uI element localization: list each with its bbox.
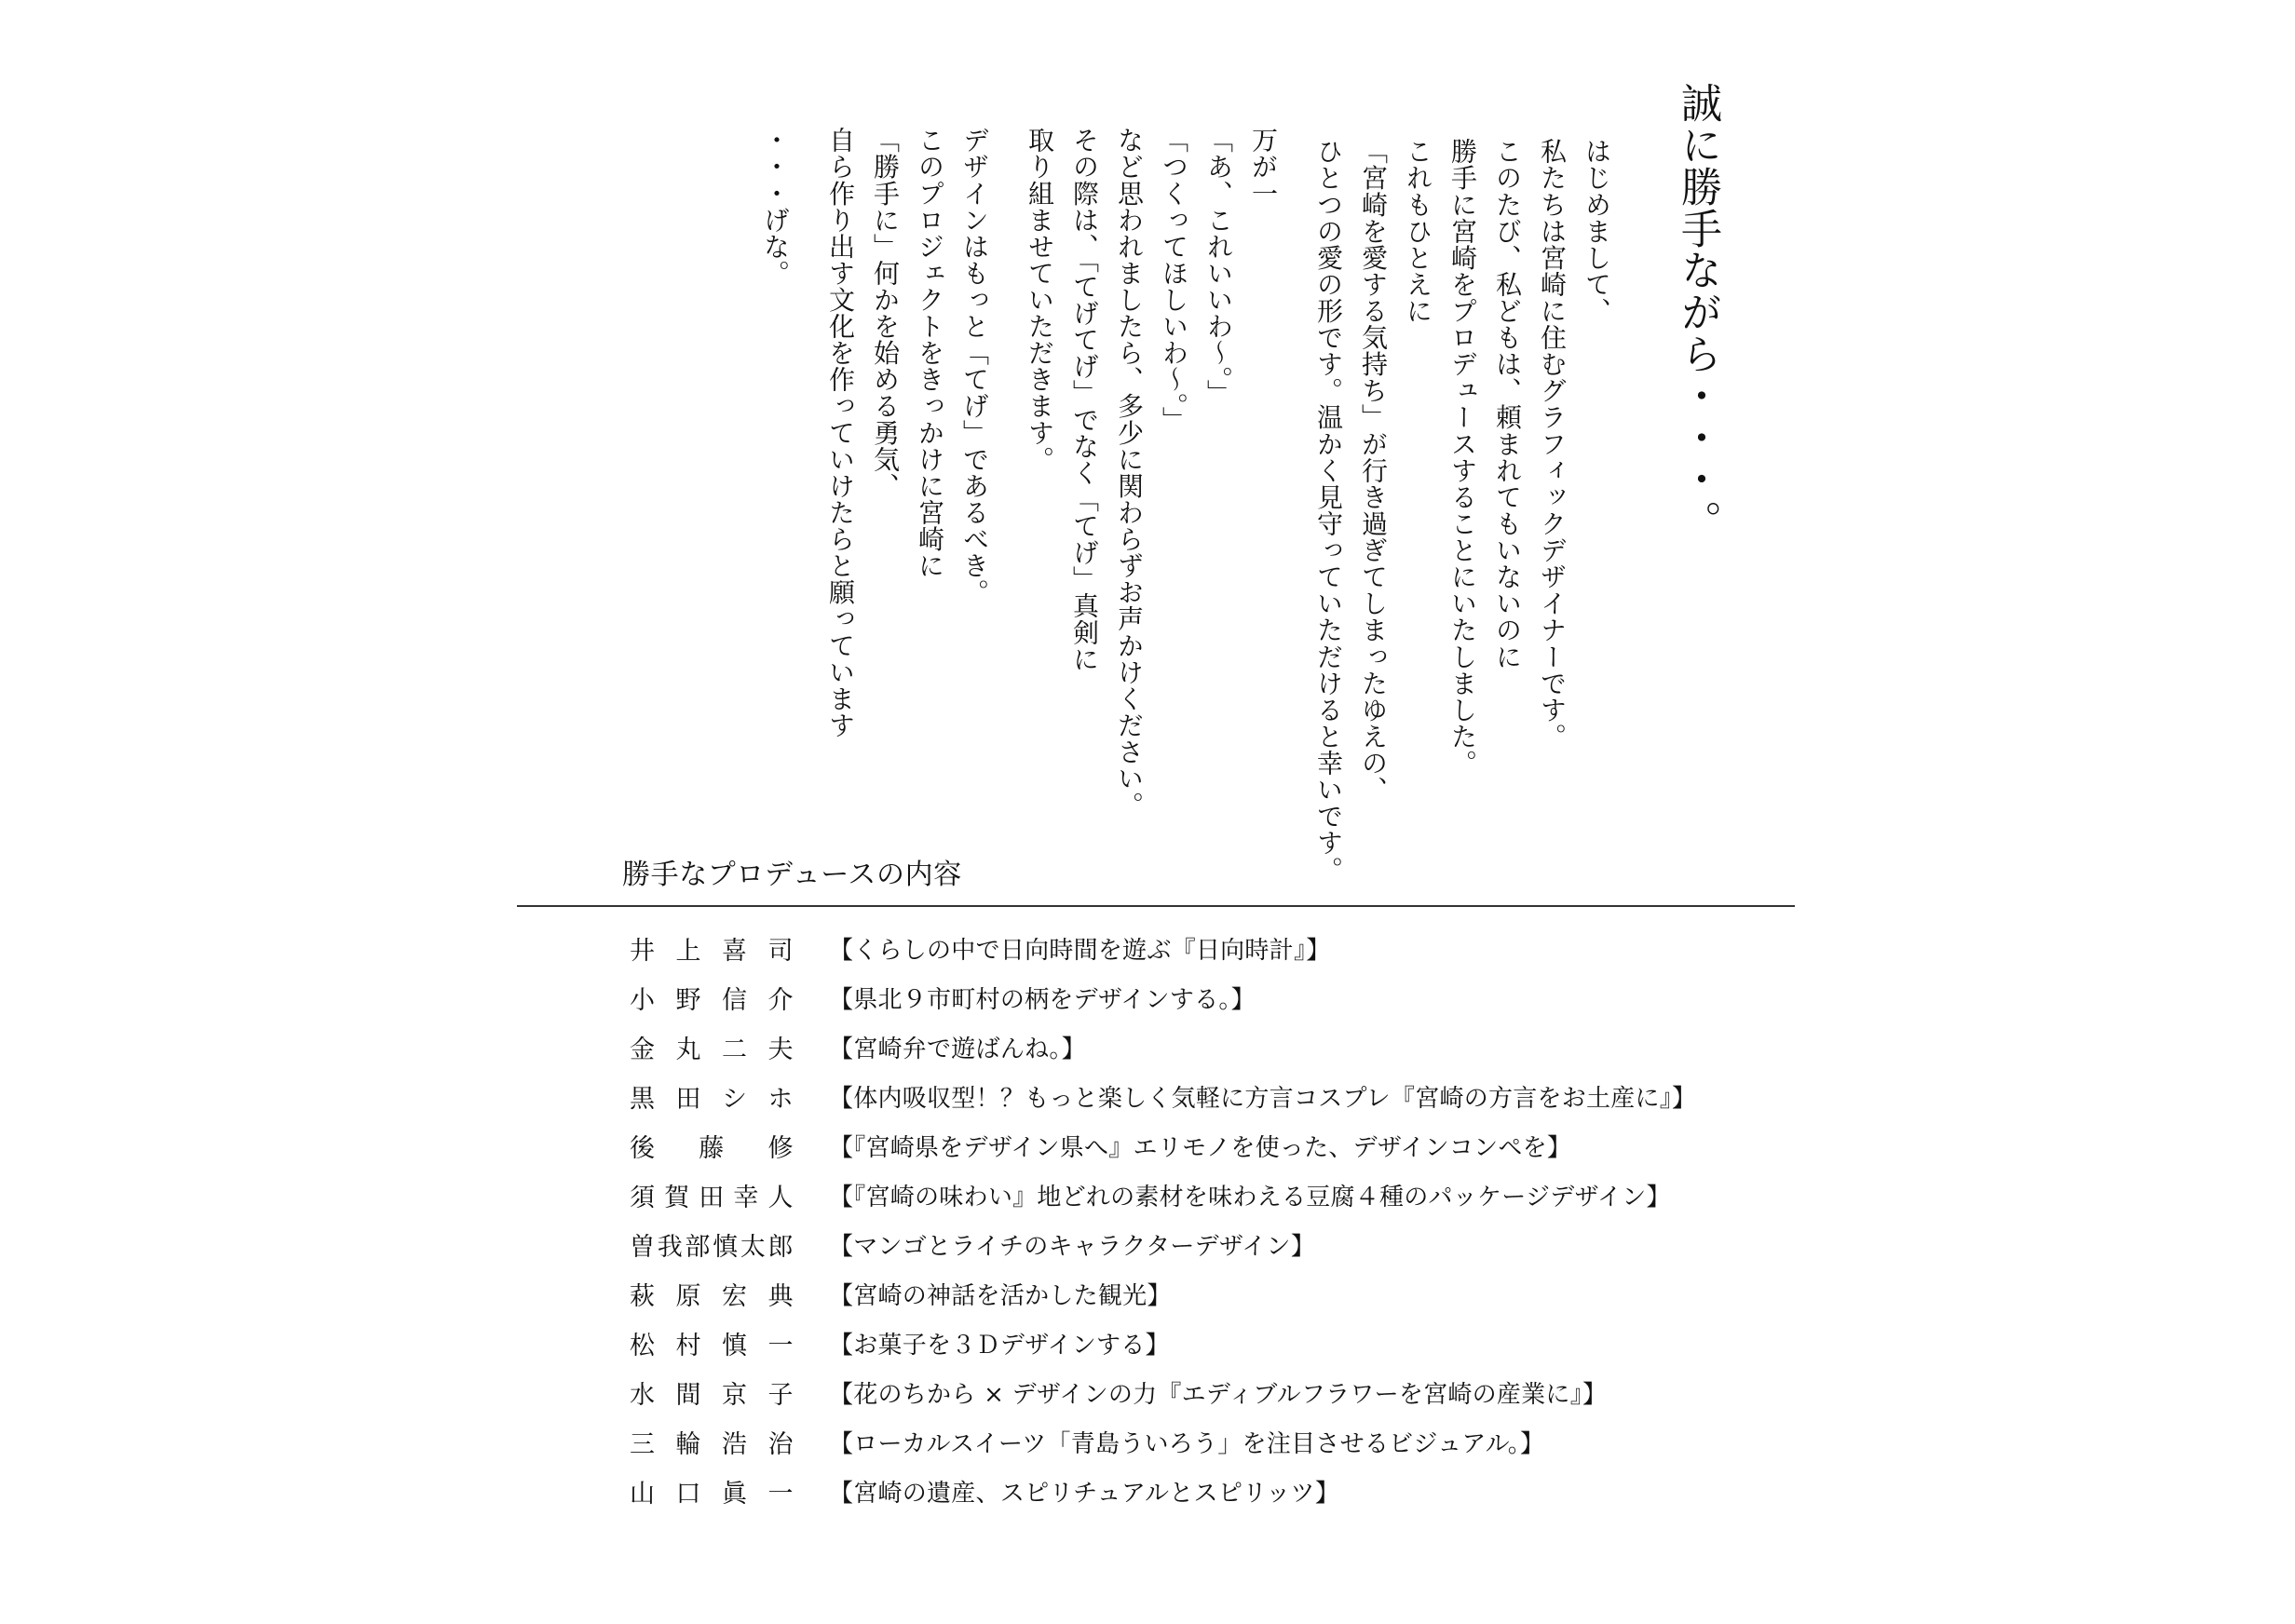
project-row xyxy=(630,973,1785,1022)
intro-line: 「宮崎を愛する気持ち」が行き過ぎてしまったゆえの、 xyxy=(1358,138,1389,803)
project-title: 【体内吸収型！？もっと楽しく気軽に方言コスプレ『宮崎の方言をお土産に』】 xyxy=(829,1085,1697,1113)
designer-name-char: 一 xyxy=(767,1480,794,1509)
designer-name-char: 人 xyxy=(767,1184,794,1212)
designer-name-char: 二 xyxy=(721,1035,748,1064)
designer-name xyxy=(630,1226,794,1263)
designer-name xyxy=(630,1029,794,1065)
designer-name-char: 三 xyxy=(630,1430,656,1459)
designer-name-char: 賀 xyxy=(664,1184,690,1212)
designer-name xyxy=(630,930,794,967)
intro-line: ・・・げな。 xyxy=(760,127,791,287)
designer-name-char: 村 xyxy=(675,1332,702,1360)
intro-paragraph xyxy=(818,127,997,846)
intro-line: 「つくってほしいわ〜。」 xyxy=(1159,127,1189,433)
intro-line: これもひとえに xyxy=(1403,138,1433,324)
designer-name-char: 京 xyxy=(721,1381,748,1410)
intro-line: その際は、「てげてげ」でなく「てげ」真剣に xyxy=(1069,127,1100,672)
intro-line: デザインはもっと「てげ」であるべき。 xyxy=(959,127,990,606)
designer-name-char: 田 xyxy=(699,1184,725,1212)
designer-name-char: 幸 xyxy=(733,1184,759,1212)
designer-name xyxy=(630,1424,794,1460)
designer-name-char: 野 xyxy=(675,986,702,1015)
project-title: 【くらしの中で日向時間を遊ぶ『日向時計』】 xyxy=(829,937,1331,965)
intro-line: 取り組ませていただきます。 xyxy=(1025,127,1055,473)
designer-name-char: 丸 xyxy=(675,1035,702,1064)
designer-name-char: 一 xyxy=(767,1332,794,1360)
designer-name-char: 喜 xyxy=(721,937,748,966)
designer-name-char: 介 xyxy=(767,986,794,1015)
intro-line: このプロジェクトをきっかけに宮崎に xyxy=(915,127,945,579)
designer-name-char: 曽 xyxy=(630,1233,656,1262)
project-title: 【『宮崎県をデザイン県へ』エリモノを使った、デザインコンペを】 xyxy=(829,1134,1572,1162)
designer-name xyxy=(630,980,794,1016)
project-row xyxy=(630,924,1785,973)
intro-line: 万が一 xyxy=(1248,127,1279,207)
designer-name-char: 太 xyxy=(740,1233,767,1262)
intro-paragraphs xyxy=(753,82,1619,883)
intro-line: このたび、私どもは、頼まれてもいないのに xyxy=(1492,138,1523,670)
project-row xyxy=(630,1022,1785,1072)
designer-name-char: 司 xyxy=(767,937,794,966)
project-row xyxy=(630,1368,1785,1417)
designer-name-char: 原 xyxy=(675,1282,702,1311)
designer-name-char: 黒 xyxy=(630,1085,656,1114)
intro-line: 私たちは宮崎に住むグラフィックデザイナーです。 xyxy=(1537,138,1568,750)
designer-name-char: 山 xyxy=(630,1480,656,1509)
designer-name-char: 治 xyxy=(767,1430,794,1459)
designer-name-char: 典 xyxy=(767,1282,794,1311)
project-row xyxy=(630,1171,1785,1220)
designer-name-char: 慎 xyxy=(713,1233,739,1262)
designer-name-char: 水 xyxy=(630,1381,656,1410)
designer-name-char: 我 xyxy=(657,1233,684,1262)
designer-name-char: 慎 xyxy=(721,1332,748,1360)
main-title: 誠に勝手ながら・・・。 xyxy=(1674,82,1721,542)
designer-name xyxy=(630,1473,794,1509)
designer-name-char: ホ xyxy=(767,1085,794,1114)
section-title: 勝手なプロデュースの内容 xyxy=(622,859,962,891)
designer-name-char: 浩 xyxy=(721,1430,748,1459)
intro-paragraph xyxy=(1306,138,1619,883)
project-row xyxy=(630,1220,1785,1269)
designer-name xyxy=(630,1078,794,1115)
designer-name xyxy=(630,1128,794,1164)
project-row xyxy=(630,1417,1785,1467)
designer-name-char: 部 xyxy=(685,1233,711,1262)
intro-line: 「あ、これいいわ〜。」 xyxy=(1203,127,1234,407)
designer-name-char: 間 xyxy=(675,1381,702,1410)
designer-name-char: 口 xyxy=(675,1480,702,1509)
designer-name xyxy=(630,1177,794,1213)
designer-name-char: 眞 xyxy=(721,1480,748,1509)
designer-name-char: 井 xyxy=(630,937,656,966)
section-divider xyxy=(517,905,1795,907)
designer-name-char: 修 xyxy=(767,1134,794,1163)
designer-name-char: 宏 xyxy=(721,1282,748,1311)
designer-name-char: 松 xyxy=(630,1332,656,1360)
designer-name-char: 金 xyxy=(630,1035,656,1064)
project-title: 【宮崎弁で遊ばんね。】 xyxy=(829,1035,1086,1063)
project-row xyxy=(630,1072,1785,1121)
designer-name-char: 輪 xyxy=(675,1430,702,1459)
intro-line: 「勝手に」何かを始める勇気、 xyxy=(870,127,901,499)
designer-name xyxy=(630,1276,794,1312)
designer-name-char: 藤 xyxy=(699,1134,725,1163)
designer-name-char: 須 xyxy=(630,1184,656,1212)
project-title: 【県北９市町村の柄をデザインする。】 xyxy=(829,986,1256,1014)
designer-name-char: 小 xyxy=(630,986,656,1015)
designer-name-char: 田 xyxy=(675,1085,702,1114)
project-row xyxy=(630,1467,1785,1516)
intro-line: など思われましたら、多少に関わらずお声かけください。 xyxy=(1114,127,1145,819)
project-title: 【宮崎の神話を活かした観光】 xyxy=(829,1282,1172,1310)
designer-name-char: 後 xyxy=(630,1134,656,1163)
project-list xyxy=(630,924,1785,1516)
project-row xyxy=(630,1269,1785,1319)
intro-line: 勝手に宮崎をプロデュースすることにいたしました。 xyxy=(1447,138,1478,777)
project-title: 【マンゴとライチのキャラクターデザイン】 xyxy=(829,1233,1316,1261)
designer-name-char: 夫 xyxy=(767,1035,794,1064)
designer-name-char: 上 xyxy=(675,937,702,966)
project-title: 【お菓子を３Ｄデザインする】 xyxy=(829,1332,1170,1360)
intro-line: はじめまして、 xyxy=(1582,138,1612,324)
designer-name-char: 信 xyxy=(721,986,748,1015)
project-row xyxy=(630,1121,1785,1171)
designer-name-char: 子 xyxy=(767,1381,794,1410)
intro-paragraph xyxy=(753,127,797,846)
project-title: 【『宮崎の味わい』地どれの素材を味わえる豆腐４種のパッケージデザイン】 xyxy=(829,1184,1671,1211)
designer-name-char: シ xyxy=(721,1085,748,1114)
project-row xyxy=(630,1319,1785,1368)
intro-line: ひとつの愛の形です。温かく見守っていただけると幸いです。 xyxy=(1313,138,1344,883)
project-title: 【宮崎の遺産、スピリチュアルとスピリッツ】 xyxy=(829,1480,1340,1508)
designer-name xyxy=(630,1374,794,1411)
designer-name xyxy=(630,1325,794,1361)
intro-paragraph xyxy=(1017,127,1285,846)
designer-name-char: 萩 xyxy=(630,1282,656,1311)
designer-name-char: 郎 xyxy=(767,1233,794,1262)
project-title: 【ローカルスイーツ「青島ういろう」を注目させるビジュアル。】 xyxy=(829,1430,1545,1458)
project-title: 【花のちから × デザインの力『エディブルフラワーを宮崎の産業に』】 xyxy=(829,1381,1608,1409)
intro-line: 自ら作り出す文化を作っていけたらと願っています xyxy=(825,127,856,738)
